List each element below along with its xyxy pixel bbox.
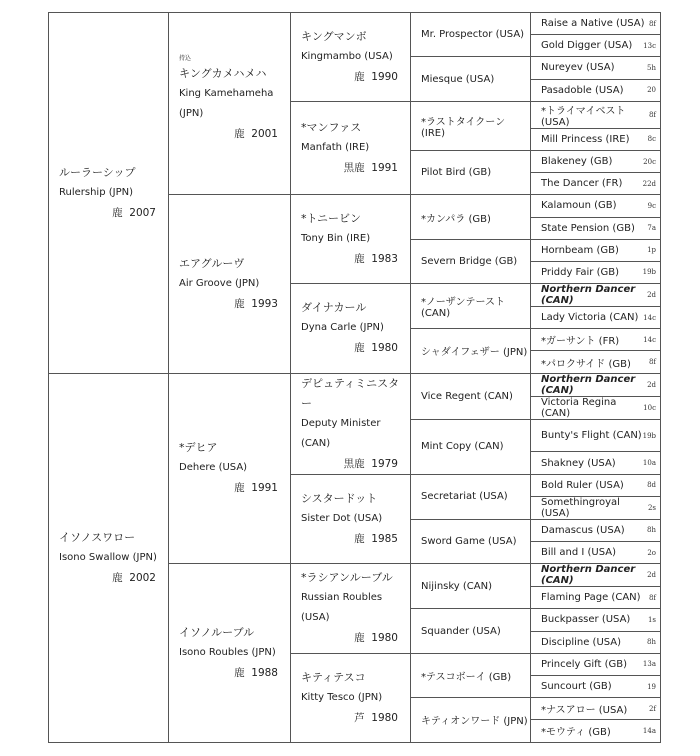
gen3-ancestor [291,195,411,284]
ancestor-color-year [301,708,402,728]
birth-year: 2001 [251,127,278,140]
ancestor-english-name: Kitty Tesco (JPN) [301,691,383,703]
gen2-ancestor [169,564,291,742]
gen3-ancestor [291,653,411,742]
gen5-ancestor [531,698,661,720]
ancestor-name: Somethingroyal (USA) [541,496,620,519]
ancestor-name: Damascus (USA) [541,524,625,536]
family-number: 8h [647,526,656,535]
gen5-ancestor [531,496,661,519]
family-number: 10a [642,459,656,468]
family-number: 2f [648,704,656,713]
gen5-ancestor [531,720,661,742]
ancestor-name: *モウティ (GB) [541,727,611,739]
family-number: 2d [647,380,656,389]
gen3-ancestor [291,284,411,374]
gen5-ancestor [531,609,661,631]
gen5-ancestor [531,351,661,373]
gen5-ancestor [531,631,661,653]
ancestor-color-year [301,628,402,648]
gen3-ancestor [291,474,411,564]
ancestor-color-year [301,158,402,178]
gen4-ancestor [411,373,531,419]
gen5-ancestor [531,396,661,419]
ancestor-name: *テスコボーイ (GB) [421,671,512,683]
ancestor-english-name: Kingmambo (USA) [301,50,393,62]
gen4-ancestor [411,195,531,239]
ancestor-japanese-name: シスタードット [301,491,378,505]
coat-color: 鹿 [354,632,365,645]
table-row [49,13,661,35]
gen4-ancestor [411,329,531,373]
ancestor-name: *ナスアロー (USA) [541,705,628,717]
ancestor-name: Discipline (USA) [541,636,622,648]
family-number: 14c [643,335,656,344]
family-number: 1p [647,246,656,255]
gen5-ancestor [531,519,661,541]
birth-year: 2002 [129,571,156,584]
coat-color: 鹿 [354,532,365,545]
family-number: 2d [647,571,656,580]
ancestor-english-name: King Kamehameha (JPN) [179,87,274,119]
gen5-ancestor [531,217,661,239]
ancestor-name: Miesque (USA) [421,73,495,85]
gen3-ancestor [291,564,411,654]
family-number: 8f [648,358,656,367]
gen5-ancestor [531,195,661,217]
ancestor-color-year [301,67,402,87]
gen5-ancestor [531,675,661,697]
gen5-ancestor [531,13,661,35]
family-number: 8d [647,481,656,490]
ancestor-name: State Pension (GB) [541,222,635,234]
ancestor-name: *パロクサイド (GB) [541,358,631,370]
gen5-ancestor [531,57,661,79]
coat-color: 鹿 [354,342,365,355]
ancestor-name: Nureyev (USA) [541,62,615,74]
gen5-ancestor [531,284,661,307]
ancestor-color-year [179,663,282,683]
gen5-ancestor [531,128,661,150]
ancestor-japanese-name: *トニービン [301,212,362,226]
ancestor-japanese-name: エアグルーヴ [179,256,245,270]
ancestor-english-name: Dyna Carle (JPN) [301,322,384,334]
birth-year: 1990 [371,70,398,83]
ancestor-japanese-name: イソノスワロー [59,530,136,544]
gen4-ancestor [411,519,531,563]
coat-color: 鹿 [234,666,245,679]
family-number: 2d [647,291,656,300]
ancestor-name: Lady Victoria (CAN) [541,312,639,324]
ancestor-name: Mr. Prospector (USA) [421,29,525,41]
birth-year: 1988 [251,666,278,679]
ancestor-japanese-name: キングカメハメハ [179,66,267,80]
gen4-ancestor [411,564,531,609]
family-number: 8f [648,593,656,602]
family-number: 2o [647,548,656,557]
ancestor-english-name: Air Groove (JPN) [179,277,260,289]
gen5-ancestor [531,150,661,172]
birth-year: 2007 [129,206,156,219]
ancestor-name: Vice Regent (CAN) [421,390,513,402]
coat-color: 鹿 [234,297,245,310]
ancestor-name: Pilot Bird (GB) [421,167,492,179]
gen4-ancestor [411,57,531,101]
ancestor-color-year [301,338,402,358]
gen5-ancestor [531,564,661,587]
gen4-ancestor [411,284,531,329]
gen4-ancestor [411,698,531,742]
coat-color: 黒鹿 [343,457,365,470]
ancestor-color-year [179,124,282,144]
coat-color: 鹿 [354,253,365,266]
birth-year: 1993 [251,297,278,310]
ancestor-name: Suncourt (GB) [541,681,612,693]
family-number: 19b [642,431,656,440]
ancestor-name: Bill and I (USA) [541,547,616,559]
table-row [49,373,661,396]
birth-year: 1991 [371,162,398,175]
gen3-ancestor [291,101,411,195]
ancestor-color-year [59,203,160,223]
gen5-ancestor [531,587,661,609]
family-number: 5h [647,63,656,72]
ancestor-color-year [59,568,160,588]
birth-year: 1985 [371,532,398,545]
ancestor-name: The Dancer (FR) [541,178,623,190]
gen5-ancestor [531,239,661,261]
family-number: 20c [643,157,656,166]
ancestor-name: Gold Digger (USA) [541,40,633,52]
birth-year: 1983 [371,253,398,266]
family-number: 2s [647,503,656,512]
gen5-ancestor [531,653,661,675]
ancestor-name: *ガーサント (FR) [541,336,620,348]
ancestor-name: Victoria Regina (CAN) [541,396,617,419]
gen1-ancestor [49,373,169,742]
family-number: 14c [643,313,656,322]
family-number: 8c [647,135,656,144]
ancestor-name: *ノーザンテースト (CAN) [421,297,505,320]
ancestor-english-name: Russian Roubles (USA) [301,592,383,624]
ancestor-english-name: Rulership (JPN) [59,186,133,198]
ancestor-english-name: Dehere (USA) [179,462,248,474]
ancestor-english-name: Sister Dot (USA) [301,512,383,524]
birth-year: 1979 [371,457,398,470]
family-number: 9c [647,201,656,210]
family-number: 7a [647,224,656,233]
ancestor-name: Secretariat (USA) [421,491,508,503]
gen4-ancestor [411,13,531,57]
ancestor-color-year [179,294,282,314]
gen4-ancestor [411,609,531,653]
family-number: 14a [642,726,656,735]
gen5-ancestor [531,329,661,351]
ancestor-english-name: Deputy Minister (CAN) [301,417,381,449]
ancestor-name: Flaming Page (CAN) [541,592,641,604]
ancestor-name: Northern Dancer (CAN) [541,284,636,307]
gen5-ancestor [531,101,661,128]
family-number: 8f [648,19,656,28]
gen4-ancestor [411,653,531,697]
ancestor-name: Shakney (USA) [541,457,616,469]
imported-tag: 持込 [179,54,192,62]
ancestor-name: *トライマイベスト (USA) [541,105,626,128]
ancestor-name: Squander (USA) [421,625,501,637]
gen5-ancestor [531,452,661,474]
gen5-ancestor [531,35,661,57]
gen5-ancestor [531,173,661,195]
family-number: 13c [643,41,656,50]
ancestor-name: *カンパラ (GB) [421,213,491,225]
ancestor-name: Northern Dancer (CAN) [541,373,636,396]
gen4-ancestor [411,419,531,474]
family-number: 19 [647,682,656,691]
gen3-ancestor [291,373,411,474]
family-number: 8f [648,110,656,119]
birth-year: 1991 [251,482,278,495]
ancestor-name: Princely Gift (GB) [541,658,627,670]
ancestor-name: Northern Dancer (CAN) [541,564,636,587]
coat-color: 鹿 [112,206,123,219]
gen4-ancestor [411,101,531,150]
ancestor-name: Bunty's Flight (CAN) [541,430,642,442]
family-number: 22d [642,179,656,188]
birth-year: 1980 [371,342,398,355]
ancestor-name: *ラストタイクーン (IRE) [421,116,506,139]
ancestor-name: Severn Bridge (GB) [421,255,518,267]
gen2-ancestor [169,13,291,195]
gen5-ancestor [531,79,661,101]
ancestor-name: Sword Game (USA) [421,536,517,547]
family-number: 20 [647,86,656,95]
gen4-ancestor [411,150,531,194]
ancestor-english-name: Isono Roubles (JPN) [179,646,276,658]
birth-year: 1980 [371,632,398,645]
coat-color: 鹿 [234,127,245,140]
gen2-ancestor [169,373,291,564]
gen4-ancestor [411,239,531,283]
gen2-ancestor [169,195,291,373]
gen5-ancestor [531,474,661,496]
ancestor-color-year [301,249,402,269]
ancestor-japanese-name: *マンファス [301,121,362,135]
ancestor-name: Raise a Native (USA) [541,18,645,30]
ancestor-name: Mill Princess (IRE) [541,133,630,145]
ancestor-name: Priddy Fair (GB) [541,266,619,278]
gen1-ancestor [49,13,169,374]
gen5-ancestor [531,419,661,452]
gen3-ancestor [291,13,411,102]
ancestor-japanese-name: キングマンボ [301,29,367,43]
ancestor-color-year [301,529,402,549]
ancestor-name: Pasadoble (USA) [541,84,624,96]
family-number: 1s [647,615,656,624]
ancestor-color-year [179,478,282,498]
family-number: 8h [647,638,656,647]
ancestor-name: Buckpasser (USA) [541,614,631,626]
coat-color: 鹿 [354,70,365,83]
ancestor-name: Kalamoun (GB) [541,200,617,212]
ancestor-english-name: Tony Bin (IRE) [301,233,371,245]
ancestor-english-name: Isono Swallow (JPN) [59,551,157,563]
birth-year: 1980 [371,711,398,724]
ancestor-name: Mint Copy (CAN) [421,441,504,453]
coat-color: 鹿 [112,571,123,584]
ancestor-name: Bold Ruler (USA) [541,479,624,491]
ancestor-name: キティオンワード (JPN) [421,716,528,728]
pedigree-table [48,12,661,743]
gen5-ancestor [531,373,661,396]
coat-color: 鹿 [234,482,245,495]
ancestor-name: Blakeney (GB) [541,156,613,168]
ancestor-english-name: Manfath (IRE) [301,142,370,154]
ancestor-japanese-name: イソノルーブル [179,625,255,639]
ancestor-japanese-name: *ラシアンルーブル [301,571,393,585]
gen4-ancestor [411,474,531,519]
family-number: 10c [643,403,656,412]
gen5-ancestor [531,261,661,283]
ancestor-japanese-name: デピュティミニスター [301,376,400,410]
ancestor-name: Nijinsky (CAN) [421,580,493,592]
family-number: 19b [642,268,656,277]
ancestor-name: Hornbeam (GB) [541,244,619,256]
family-number: 13a [642,660,656,669]
coat-color: 黒鹿 [343,162,365,175]
gen5-ancestor [531,542,661,564]
coat-color: 芦 [354,711,365,724]
ancestor-japanese-name: ルーラーシップ [59,165,136,179]
ancestor-color-year [301,454,402,474]
ancestor-name: シャダイフェザー (JPN) [421,347,528,359]
gen5-ancestor [531,307,661,329]
ancestor-japanese-name: *デヒア [179,441,218,455]
ancestor-japanese-name: キティテスコ [301,670,366,684]
ancestor-japanese-name: ダイナカール [301,301,367,315]
